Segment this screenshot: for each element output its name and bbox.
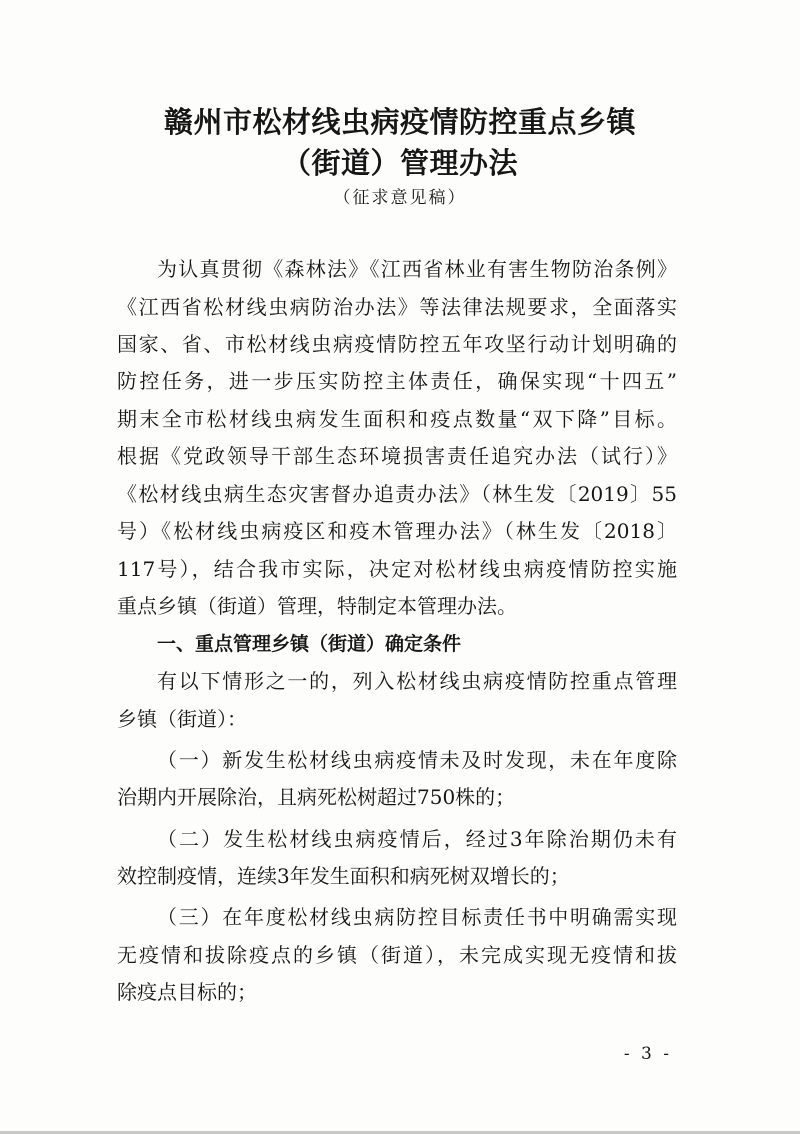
body-text-line: 乡镇（街道）：: [117, 707, 247, 731]
body-text-line: 防控任务，进一步压实防控主体责任，确保实现“十四五”: [117, 369, 677, 393]
body-text-line: 《松材线虫病生态灾害督办追责办法》（林生发〔2019〕55: [117, 482, 677, 506]
body-text-line: 有以下情形之一的，列入松材线虫病疫情防控重点管理: [157, 669, 677, 693]
body-text-line: （三）在年度松材线虫病防控目标责任书中明确需实现: [157, 905, 677, 929]
page-number: - 3 -: [623, 1044, 672, 1064]
body-text-line: 根据《党政领导干部生态环境损害责任追究办法（试行）》: [117, 444, 677, 468]
document-subtitle: （征求意见稿）: [333, 188, 467, 208]
body-text-line: 国家、省、市松材线虫病疫情防控五年攻坚行动计划明确的: [117, 332, 677, 356]
body-text-line: 号）《松材线虫病疫区和疫木管理办法》（林生发〔2018〕: [117, 519, 677, 543]
document-title-line-2: （街道）管理办法: [281, 146, 518, 180]
body-text-line: 无疫情和拔除疫点的乡镇（街道），未完成实现无疫情和拔: [117, 943, 677, 967]
body-text-line: 重点乡镇（街道）管理，特制定本管理办法。: [117, 594, 517, 618]
body-text-line: （二）发生松材线虫病疫情后，经过3年除治期仍未有: [157, 827, 677, 851]
body-text-line: 除疫点目标的；: [117, 980, 257, 1004]
body-text-line: 期末全市松材线虫病发生面积和疫点数量“双下降”目标。: [117, 407, 677, 431]
body-text-line: 治期内开展除治，且病死松树超过750株的；: [117, 785, 516, 809]
body-text-line: 效控制疫情，连续3年发生面积和病死树双增长的；: [117, 864, 570, 888]
document-title-line-1: 赣州市松材线虫病疫情防控重点乡镇: [163, 105, 636, 139]
body-text-line: 为认真贯彻《森林法》《江西省林业有害生物防治条例》: [157, 257, 677, 281]
body-text-line: （一）新发生松材线虫病疫情未及时发现，未在年度除: [157, 748, 677, 772]
body-text-line: 《江西省松材线虫病防治办法》等法律法规要求，全面落实: [117, 295, 677, 319]
section-heading: 一、重点管理乡镇（街道）确定条件: [157, 633, 462, 655]
body-text-line: 117号），结合我市实际，决定对松材线虫病疫情防控实施: [117, 557, 677, 581]
